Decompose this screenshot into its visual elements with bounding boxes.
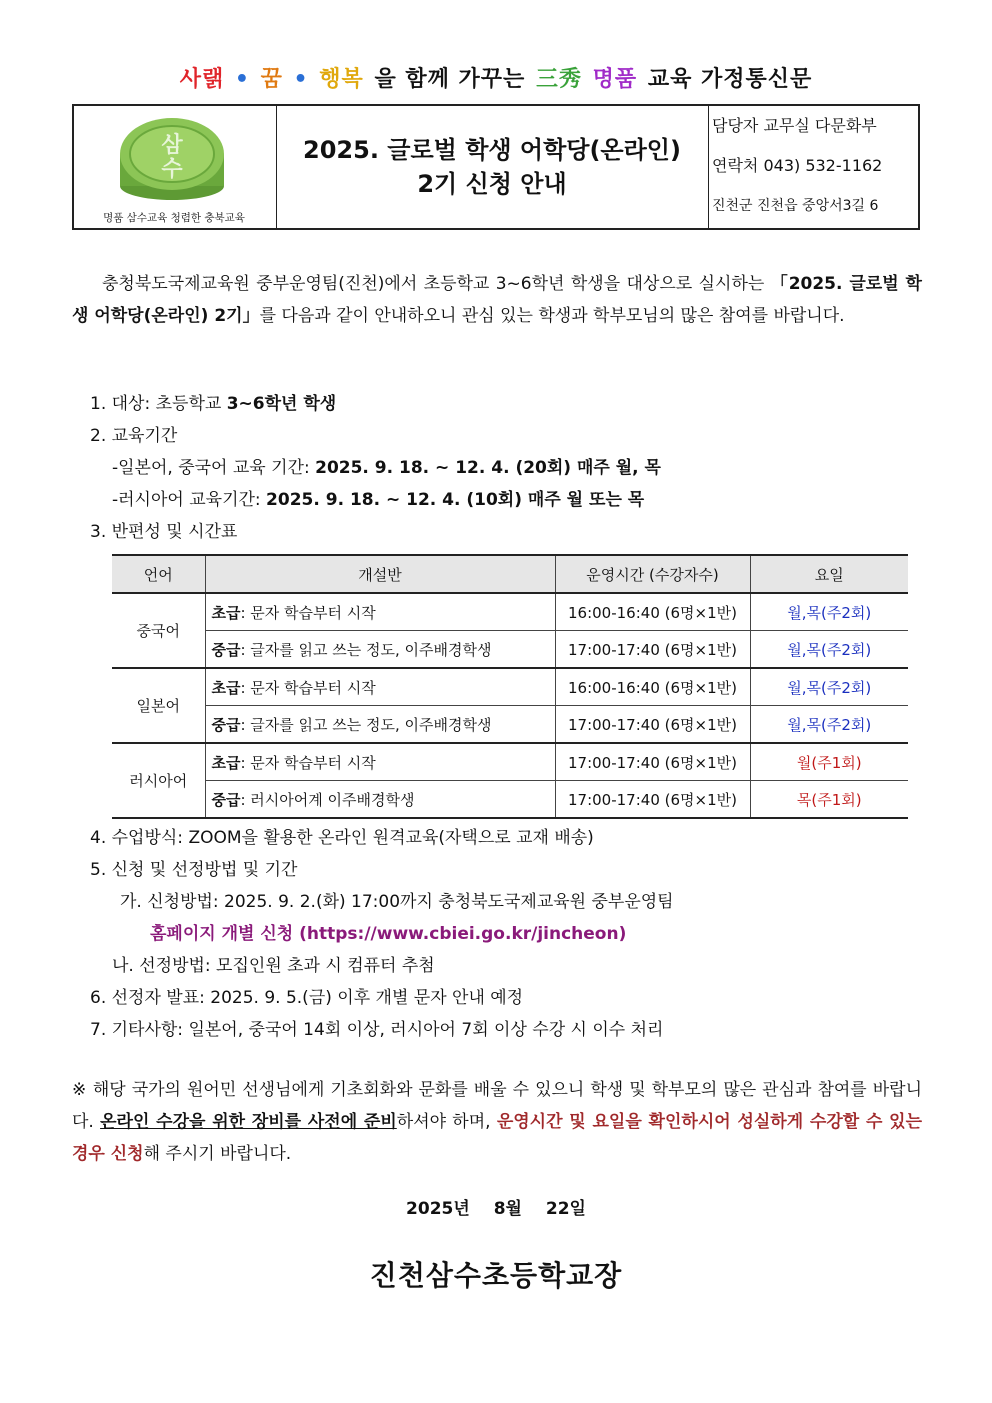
- time-cell: 16:00-16:40 (6명×1반): [555, 668, 750, 706]
- contact-person: 담당자 교무실 다문화부: [712, 116, 877, 135]
- class-cell: [205, 668, 555, 706]
- item-2-sub-1-value: 2025. 9. 18. ~ 12. 4. (20회) 매주 월, 목: [315, 458, 661, 478]
- language-cell: 중국어: [112, 593, 205, 668]
- time-cell: 17:00-17:40 (6명×1반): [555, 743, 750, 781]
- class-schedule-table: [112, 554, 908, 819]
- intro-paragraph: [72, 268, 922, 332]
- day-cell: 목(주1회): [750, 781, 908, 819]
- logo-char-top: 삼: [161, 133, 183, 158]
- note-equipment: 온라인 수강을 위한 장비를 사전에 준비: [100, 1112, 397, 1132]
- item-5: 5. 신청 및 선정방법 및 기간: [90, 860, 298, 880]
- samsu-coin-logo: [112, 114, 232, 204]
- level-label: 초급: [211, 753, 241, 772]
- language-cell: 러시아어: [112, 743, 205, 818]
- slogan-dot: •: [234, 67, 250, 92]
- item-2-sub-2-value: 2025. 9. 18. ~ 12. 4. (10회) 매주 월 또는 목: [266, 490, 645, 510]
- slogan-premium: 명품: [592, 67, 638, 92]
- language-cell: 일본어: [112, 668, 205, 743]
- intro-program-name: 「2025. 글로벌 학생 어학당(온라인) 2기」: [72, 274, 922, 326]
- header-box: [72, 104, 920, 230]
- day-cell: 월,목(주2회): [750, 706, 908, 744]
- header-language: 언어: [112, 555, 205, 593]
- slogan-samsu: 三秀: [535, 67, 582, 92]
- class-cell: [205, 631, 555, 669]
- notice-title: [276, 106, 709, 228]
- item-2-sub-2-label: -러시아어 교육기간:: [112, 490, 267, 510]
- slogan-dot: •: [293, 67, 309, 92]
- header-class: 개설반: [205, 555, 555, 593]
- time-cell: 16:00-16:40 (6명×1반): [555, 593, 750, 631]
- item-2: 2. 교육기간: [90, 426, 178, 446]
- table-header-row: [112, 555, 908, 593]
- class-desc: : 글자를 읽고 쓰는 정도, 이주배경학생: [240, 640, 492, 659]
- class-desc: : 글자를 읽고 쓰는 정도, 이주배경학생: [240, 715, 492, 734]
- notice-note: [72, 1074, 922, 1170]
- intro-text-1: 충청북도국제교육원 중부운영팀(진천)에서 초등학교 3~6학년 학생을 대상으로 실시하는: [102, 274, 771, 294]
- table-row: [112, 631, 908, 669]
- day-cell: 월,목(주2회): [750, 593, 908, 631]
- item-2-sub-1-label: -일본어, 중국어 교육 기간:: [112, 458, 316, 478]
- slogan-end: 교육 가정통신문: [647, 67, 813, 92]
- note-text-3: 해 주시기 바랍니다.: [143, 1144, 292, 1164]
- table-row: [112, 593, 908, 631]
- contact-info: [708, 106, 918, 228]
- class-desc: : 문자 학습부터 시작: [240, 678, 376, 697]
- item-6: 6. 선정자 발표: 2025. 9. 5.(금) 이후 개별 문자 안내 예정: [90, 988, 524, 1008]
- class-desc: : 러시아어계 이주배경학생: [240, 790, 415, 809]
- item-2-sub-2: [112, 484, 644, 516]
- principal-signature: 진천삼수초등학교장: [369, 1259, 623, 1292]
- day-cell: 월,목(주2회): [750, 668, 908, 706]
- issue-date: 2025년 8월 22일: [406, 1199, 586, 1219]
- time-cell: 17:00-17:40 (6명×1반): [555, 631, 750, 669]
- level-label: 중급: [211, 790, 241, 809]
- day-cell: 월,목(주2회): [750, 631, 908, 669]
- item-5-a: 가. 신청방법: 2025. 9. 2.(화) 17:00까지 충청북도국제교육원 중부운영팀: [120, 892, 674, 912]
- title-line-1: 2025. 글로벌 학생 어학당(온라인): [303, 136, 681, 164]
- table-row: [112, 781, 908, 819]
- item-4: 4. 수업방식: ZOOM을 활용한 온라인 원격교육(자택으로 교재 배송): [90, 828, 594, 848]
- logo-char-bottom: 수: [161, 157, 183, 182]
- day-cell: 월(주1회): [750, 743, 908, 781]
- note-warning: 운영시간 및 요일을 확인하시어 성실하게 수강할 수 있는 경우 신청: [72, 1112, 923, 1164]
- school-address: 진천군 진천읍 중앙서3길 6: [712, 198, 879, 214]
- item-1-value: 3~6학년 학생: [226, 394, 337, 414]
- time-cell: 17:00-17:40 (6명×1반): [555, 781, 750, 819]
- class-cell: [205, 593, 555, 631]
- intro-text-2: 를 다음과 같이 안내하오니 관심 있는 학생과 학부모님의 많은 참여를 바랍니다.: [259, 306, 845, 326]
- note-text-2: 하셔야 하며,: [396, 1112, 497, 1132]
- item-3: 3. 반편성 및 시간표: [90, 522, 238, 542]
- note-text-1: ※ 해당 국가의 원어민 선생님에게 기초회화와 문화를 배울 수 있으니 학생 및 학부모의 많은 관심과 참여를 바랍니다.: [72, 1080, 922, 1132]
- item-7: 7. 기타사항: 일본어, 중국어 14회 이상, 러시아어 7회 이상 수강 시 이수 처리: [90, 1020, 664, 1040]
- level-label: 초급: [211, 603, 241, 622]
- table-row: [112, 706, 908, 744]
- slogan-happiness: 행복: [319, 67, 364, 92]
- level-label: 초급: [211, 678, 241, 697]
- class-cell: [205, 781, 555, 819]
- header-time: 운영시간 (수강자수): [555, 555, 750, 593]
- level-label: 중급: [211, 640, 241, 659]
- class-desc: : 문자 학습부터 시작: [240, 603, 376, 622]
- contact-phone: 연락처 043) 532-1162: [712, 156, 883, 175]
- slogan: [0, 62, 992, 93]
- item-1: [90, 388, 336, 420]
- table-row: [112, 668, 908, 706]
- item-1-label: 1. 대상: 초등학교: [90, 394, 227, 414]
- application-link[interactable]: 홈페이지 개별 신청 (https://www.cbiei.go.kr/jincheon): [150, 924, 627, 944]
- class-cell: [205, 706, 555, 744]
- level-label: 중급: [211, 715, 241, 734]
- school-logo-cell: [74, 106, 277, 228]
- item-5-b: 나. 선정방법: 모집인원 초과 시 컴퓨터 추첨: [112, 956, 435, 976]
- item-2-sub-1: [112, 452, 661, 484]
- class-cell: [205, 743, 555, 781]
- time-cell: 17:00-17:40 (6명×1반): [555, 706, 750, 744]
- slogan-dream: 꿈: [260, 67, 283, 92]
- header-day: 요일: [750, 555, 908, 593]
- slogan-middle: 을 함께 가꾸는: [374, 67, 526, 92]
- class-desc: : 문자 학습부터 시작: [240, 753, 376, 772]
- title-line-2: 2기 신청 안내: [417, 170, 567, 198]
- logo-caption: 명품 삼수교육 청렴한 충북교육: [103, 212, 245, 224]
- table-row: [112, 743, 908, 781]
- slogan-love: 사랡: [179, 67, 225, 92]
